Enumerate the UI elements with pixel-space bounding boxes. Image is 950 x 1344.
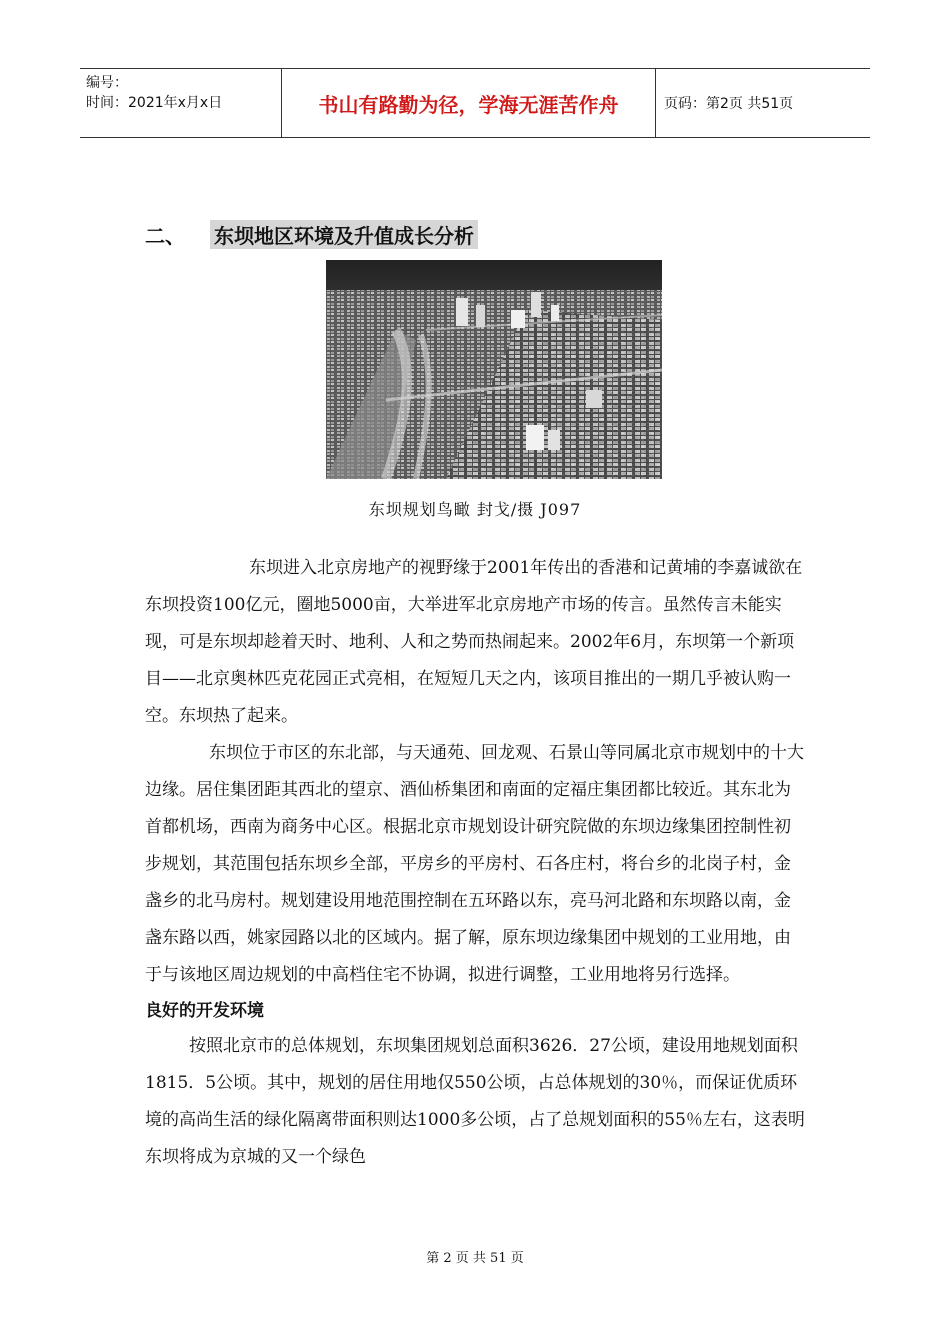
paragraph-2: 东坝位于市区的东北部，与天通苑、回龙观、石景山等同属北京市规划中的十大边缘。居住集团距其西北的望京、酒仙桥集团和南面的定福庄集团都比较近。其东北为首都机场，西南为商务中心区。根据北京市规划设计研究院做的东坝边缘集团控制性初步规划，其范围包括东坝乡全部，平房乡的平房村、石各庄村，将台乡的北岗子村，金盏乡的北马房村。规划建设用地范围控制在五环路以东，亮马河北路和东坝路以南，金盏东路以西，姚家园路以北的区域内。据了解，原东坝边缘集团中规划的工业用地，由于与该地区周边规划的中高档住宅不协调，拟进行调整，工业用地将另行选择。 (145, 743, 804, 985)
section-title: 东坝地区环境及升值成长分析 (210, 220, 478, 249)
photo-caption: 东坝规划鸟瞰 封戈/摄 J097 (368, 500, 582, 519)
paragraph-3: 按照北京市的总体规划，东坝集团规划总面积3626．27公顷，建设用地规划面积1815．5公顷。其中，规划的居住用地仅550公顷，占总体规划的30％，而保证优质环境的高尚生活的绿化隔离带面积则达1000多公顷，占了总规划面积的55％左右，这表明东坝将成为京城的又一个绿色 (145, 1036, 805, 1167)
time-label: 时间：2021年x月x日 (86, 95, 223, 111)
number-label: 编号： (86, 75, 128, 91)
aerial-city-photo (326, 260, 662, 479)
subheading: 良好的开发环境 (145, 1001, 264, 1021)
body-text (145, 550, 805, 1176)
page-header (80, 68, 870, 138)
section-number: 二、 (145, 224, 185, 248)
header-page-info: 页码：第2页 共51页 (664, 96, 794, 112)
page-footer: 第 2 页 共 51 页 (426, 1251, 524, 1266)
header-motto: 书山有路勤为径，学海无涯苦作舟 (281, 69, 656, 137)
header-meta (80, 69, 281, 137)
paragraph-1: 东坝进入北京房地产的视野缘于2001年传出的香港和记黄埔的李嘉诚欲在东坝投资100亿元，圈地5000亩，大举进军北京房地产市场的传言。虽然传言未能实现，可是东坝却趁着天时、地利、人和之势而热闹起来。2002年6月，东坝第一个新项目——北京奥林匹克花园正式亮相，在短短几天之内，该项目推出的一期几乎被认购一空。东坝热了起来。 (145, 558, 803, 726)
section-heading (145, 220, 478, 249)
